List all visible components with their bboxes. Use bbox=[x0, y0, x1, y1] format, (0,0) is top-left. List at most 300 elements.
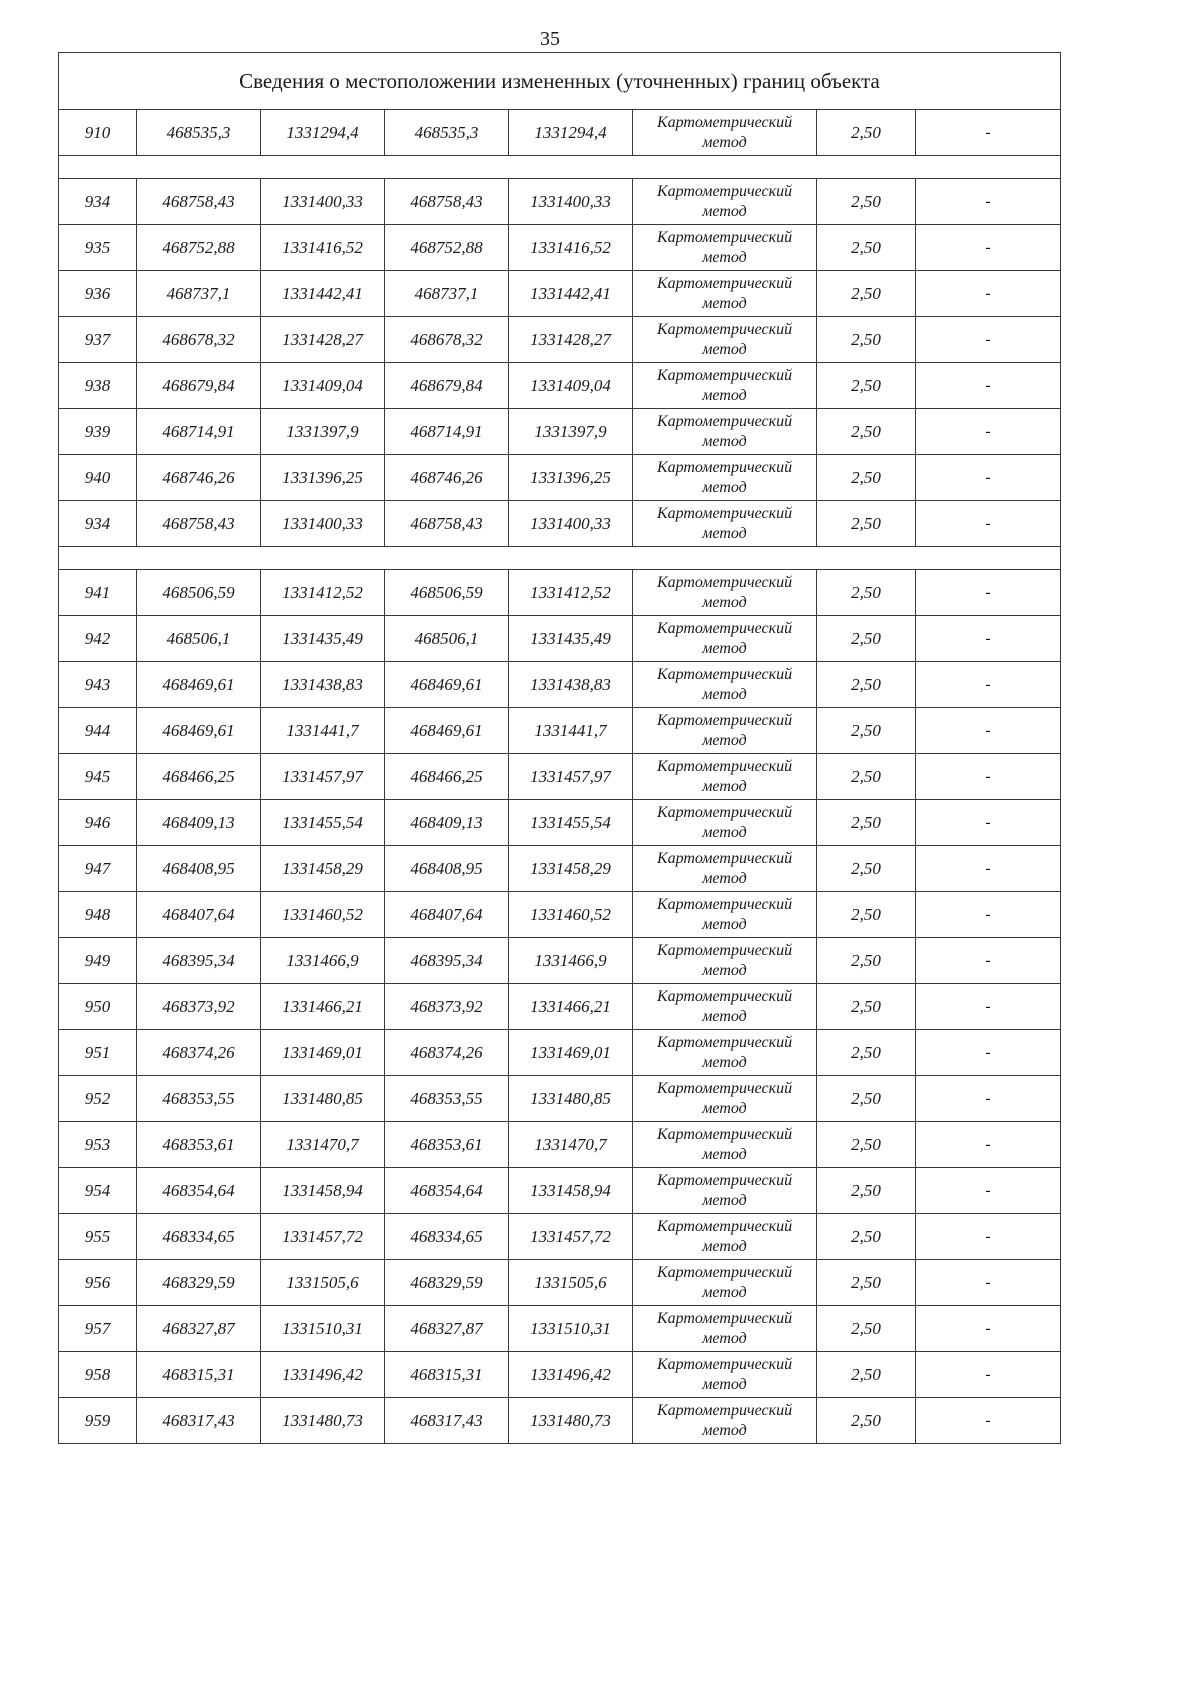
method-cell bbox=[633, 754, 817, 800]
method-cell bbox=[633, 984, 817, 1030]
method-cell bbox=[633, 800, 817, 846]
point-number-cell: 958 bbox=[59, 1352, 137, 1398]
accuracy-cell: 2,50 bbox=[817, 501, 916, 547]
method-line-1: Картометрический bbox=[656, 711, 793, 729]
accuracy-cell: 2,50 bbox=[817, 409, 916, 455]
table-row bbox=[59, 179, 1061, 225]
method-line-1: Картометрический bbox=[656, 573, 793, 591]
x-new-cell: 468535,3 bbox=[385, 110, 509, 156]
x-existing-cell: 468407,64 bbox=[137, 892, 261, 938]
y-new-cell: 1331396,25 bbox=[509, 455, 633, 501]
y-new-cell: 1331416,52 bbox=[509, 225, 633, 271]
point-number-cell: 957 bbox=[59, 1306, 137, 1352]
accuracy-cell: 2,50 bbox=[817, 846, 916, 892]
y-new-cell: 1331435,49 bbox=[509, 616, 633, 662]
y-new-cell: 1331441,7 bbox=[509, 708, 633, 754]
y-new-cell: 1331469,01 bbox=[509, 1030, 633, 1076]
table-row bbox=[59, 363, 1061, 409]
method-line-1: Картометрический bbox=[656, 941, 793, 959]
method-line-1: Картометрический bbox=[656, 412, 793, 430]
note-cell: - bbox=[916, 271, 1061, 317]
x-existing-cell: 468737,1 bbox=[137, 271, 261, 317]
method-line-1: Картометрический bbox=[656, 182, 793, 200]
note-cell: - bbox=[916, 570, 1061, 616]
method-line-1: Картометрический bbox=[656, 619, 793, 637]
table-row bbox=[59, 317, 1061, 363]
y-existing-cell: 1331505,6 bbox=[261, 1260, 385, 1306]
method-cell bbox=[633, 1122, 817, 1168]
table-row bbox=[59, 1214, 1061, 1260]
accuracy-cell: 2,50 bbox=[817, 754, 916, 800]
method-cell bbox=[633, 363, 817, 409]
y-existing-cell: 1331397,9 bbox=[261, 409, 385, 455]
y-new-cell: 1331455,54 bbox=[509, 800, 633, 846]
point-number-cell: 942 bbox=[59, 616, 137, 662]
y-new-cell: 1331400,33 bbox=[509, 501, 633, 547]
method-cell bbox=[633, 1168, 817, 1214]
method-cell bbox=[633, 892, 817, 938]
y-new-cell: 1331480,73 bbox=[509, 1398, 633, 1444]
accuracy-cell: 2,50 bbox=[817, 363, 916, 409]
table-row bbox=[59, 1306, 1061, 1352]
point-number-cell: 953 bbox=[59, 1122, 137, 1168]
accuracy-cell: 2,50 bbox=[817, 1398, 916, 1444]
accuracy-cell: 2,50 bbox=[817, 892, 916, 938]
method-line-1: Картометрический bbox=[656, 458, 793, 476]
accuracy-cell: 2,50 bbox=[817, 179, 916, 225]
y-new-cell: 1331294,4 bbox=[509, 110, 633, 156]
point-number-cell: 940 bbox=[59, 455, 137, 501]
method-cell bbox=[633, 1398, 817, 1444]
table-row bbox=[59, 754, 1061, 800]
table-row bbox=[59, 1260, 1061, 1306]
note-cell: - bbox=[916, 846, 1061, 892]
table-row bbox=[59, 570, 1061, 616]
page-number: 35 bbox=[540, 28, 560, 50]
note-cell: - bbox=[916, 892, 1061, 938]
x-new-cell: 468714,91 bbox=[385, 409, 509, 455]
y-existing-cell: 1331496,42 bbox=[261, 1352, 385, 1398]
point-number-cell: 936 bbox=[59, 271, 137, 317]
method-line-1: Картометрический bbox=[656, 1125, 793, 1143]
note-cell: - bbox=[916, 409, 1061, 455]
y-new-cell: 1331397,9 bbox=[509, 409, 633, 455]
y-existing-cell: 1331428,27 bbox=[261, 317, 385, 363]
y-new-cell: 1331480,85 bbox=[509, 1076, 633, 1122]
y-new-cell: 1331466,9 bbox=[509, 938, 633, 984]
x-existing-cell: 468466,25 bbox=[137, 754, 261, 800]
note-cell: - bbox=[916, 662, 1061, 708]
x-new-cell: 468353,55 bbox=[385, 1076, 509, 1122]
y-existing-cell: 1331396,25 bbox=[261, 455, 385, 501]
method-line-1: Картометрический bbox=[656, 1217, 793, 1235]
x-new-cell: 468354,64 bbox=[385, 1168, 509, 1214]
accuracy-cell: 2,50 bbox=[817, 1168, 916, 1214]
y-new-cell: 1331505,6 bbox=[509, 1260, 633, 1306]
x-new-cell: 468317,43 bbox=[385, 1398, 509, 1444]
y-new-cell: 1331470,7 bbox=[509, 1122, 633, 1168]
point-number-cell: 939 bbox=[59, 409, 137, 455]
method-line-2: метод bbox=[702, 1191, 747, 1209]
method-line-2: метод bbox=[702, 478, 747, 496]
method-cell bbox=[633, 501, 817, 547]
note-cell: - bbox=[916, 616, 1061, 662]
x-new-cell: 468408,95 bbox=[385, 846, 509, 892]
x-existing-cell: 468752,88 bbox=[137, 225, 261, 271]
note-cell: - bbox=[916, 708, 1061, 754]
table-title-row bbox=[59, 53, 1061, 110]
coordinates-table bbox=[58, 52, 1061, 1444]
method-line-2: метод bbox=[702, 248, 747, 266]
method-line-2: метод bbox=[702, 1237, 747, 1255]
x-new-cell: 468395,34 bbox=[385, 938, 509, 984]
point-number-cell: 937 bbox=[59, 317, 137, 363]
x-new-cell: 468758,43 bbox=[385, 179, 509, 225]
accuracy-cell: 2,50 bbox=[817, 662, 916, 708]
x-existing-cell: 468506,1 bbox=[137, 616, 261, 662]
note-cell: - bbox=[916, 984, 1061, 1030]
x-new-cell: 468758,43 bbox=[385, 501, 509, 547]
x-existing-cell: 468317,43 bbox=[137, 1398, 261, 1444]
method-line-2: метод bbox=[702, 1329, 747, 1347]
y-existing-cell: 1331441,7 bbox=[261, 708, 385, 754]
y-new-cell: 1331428,27 bbox=[509, 317, 633, 363]
accuracy-cell: 2,50 bbox=[817, 708, 916, 754]
x-new-cell: 468679,84 bbox=[385, 363, 509, 409]
y-existing-cell: 1331400,33 bbox=[261, 179, 385, 225]
point-number-cell: 950 bbox=[59, 984, 137, 1030]
method-cell bbox=[633, 708, 817, 754]
y-existing-cell: 1331458,94 bbox=[261, 1168, 385, 1214]
method-line-1: Картометрический bbox=[656, 1033, 793, 1051]
accuracy-cell: 2,50 bbox=[817, 616, 916, 662]
accuracy-cell: 2,50 bbox=[817, 1076, 916, 1122]
note-cell: - bbox=[916, 754, 1061, 800]
x-existing-cell: 468354,64 bbox=[137, 1168, 261, 1214]
point-number-cell: 941 bbox=[59, 570, 137, 616]
point-number-cell: 935 bbox=[59, 225, 137, 271]
y-new-cell: 1331412,52 bbox=[509, 570, 633, 616]
method-line-1: Картометрический bbox=[656, 1401, 793, 1419]
table-row bbox=[59, 1122, 1061, 1168]
method-cell bbox=[633, 938, 817, 984]
note-cell: - bbox=[916, 938, 1061, 984]
method-line-2: метод bbox=[702, 524, 747, 542]
note-cell: - bbox=[916, 1214, 1061, 1260]
x-new-cell: 468329,59 bbox=[385, 1260, 509, 1306]
note-cell: - bbox=[916, 455, 1061, 501]
x-new-cell: 468409,13 bbox=[385, 800, 509, 846]
x-existing-cell: 468679,84 bbox=[137, 363, 261, 409]
y-existing-cell: 1331409,04 bbox=[261, 363, 385, 409]
point-number-cell: 959 bbox=[59, 1398, 137, 1444]
y-existing-cell: 1331458,29 bbox=[261, 846, 385, 892]
method-line-1: Картометрический bbox=[656, 803, 793, 821]
group-separator-row bbox=[59, 156, 1061, 179]
method-line-1: Картометрический bbox=[656, 849, 793, 867]
x-existing-cell: 468373,92 bbox=[137, 984, 261, 1030]
table-row bbox=[59, 1030, 1061, 1076]
method-line-2: метод bbox=[702, 639, 747, 657]
table-row bbox=[59, 225, 1061, 271]
table-row bbox=[59, 892, 1061, 938]
accuracy-cell: 2,50 bbox=[817, 225, 916, 271]
accuracy-cell: 2,50 bbox=[817, 1122, 916, 1168]
y-new-cell: 1331466,21 bbox=[509, 984, 633, 1030]
x-existing-cell: 468374,26 bbox=[137, 1030, 261, 1076]
method-line-2: метод bbox=[702, 1053, 747, 1071]
method-line-2: метод bbox=[702, 915, 747, 933]
accuracy-cell: 2,50 bbox=[817, 110, 916, 156]
x-existing-cell: 468506,59 bbox=[137, 570, 261, 616]
table-row bbox=[59, 662, 1061, 708]
y-existing-cell: 1331457,72 bbox=[261, 1214, 385, 1260]
method-line-1: Картометрический bbox=[656, 1079, 793, 1097]
table-title: Сведения о местоположении измененных (уточненных) границ объекта bbox=[59, 53, 1061, 110]
x-existing-cell: 468758,43 bbox=[137, 501, 261, 547]
table-row bbox=[59, 616, 1061, 662]
method-line-1: Картометрический bbox=[656, 504, 793, 522]
x-existing-cell: 468408,95 bbox=[137, 846, 261, 892]
method-line-2: метод bbox=[702, 202, 747, 220]
method-cell bbox=[633, 317, 817, 363]
x-existing-cell: 468327,87 bbox=[137, 1306, 261, 1352]
y-existing-cell: 1331400,33 bbox=[261, 501, 385, 547]
x-existing-cell: 468714,91 bbox=[137, 409, 261, 455]
y-new-cell: 1331438,83 bbox=[509, 662, 633, 708]
note-cell: - bbox=[916, 1260, 1061, 1306]
method-cell bbox=[633, 1214, 817, 1260]
y-existing-cell: 1331469,01 bbox=[261, 1030, 385, 1076]
point-number-cell: 934 bbox=[59, 501, 137, 547]
y-new-cell: 1331409,04 bbox=[509, 363, 633, 409]
y-existing-cell: 1331455,54 bbox=[261, 800, 385, 846]
y-new-cell: 1331510,31 bbox=[509, 1306, 633, 1352]
table-row bbox=[59, 800, 1061, 846]
accuracy-cell: 2,50 bbox=[817, 317, 916, 363]
y-new-cell: 1331460,52 bbox=[509, 892, 633, 938]
table-row bbox=[59, 938, 1061, 984]
note-cell: - bbox=[916, 317, 1061, 363]
method-line-1: Картометрический bbox=[656, 757, 793, 775]
note-cell: - bbox=[916, 1306, 1061, 1352]
y-existing-cell: 1331466,21 bbox=[261, 984, 385, 1030]
point-number-cell: 956 bbox=[59, 1260, 137, 1306]
point-number-cell: 946 bbox=[59, 800, 137, 846]
y-new-cell: 1331496,42 bbox=[509, 1352, 633, 1398]
method-line-2: метод bbox=[702, 823, 747, 841]
y-existing-cell: 1331480,85 bbox=[261, 1076, 385, 1122]
table-row bbox=[59, 1352, 1061, 1398]
x-new-cell: 468506,59 bbox=[385, 570, 509, 616]
accuracy-cell: 2,50 bbox=[817, 938, 916, 984]
table-row bbox=[59, 409, 1061, 455]
point-number-cell: 945 bbox=[59, 754, 137, 800]
method-line-1: Картометрический bbox=[656, 1171, 793, 1189]
note-cell: - bbox=[916, 1168, 1061, 1214]
x-new-cell: 468466,25 bbox=[385, 754, 509, 800]
table-body bbox=[59, 53, 1061, 1444]
method-cell bbox=[633, 225, 817, 271]
x-existing-cell: 468469,61 bbox=[137, 662, 261, 708]
table-row bbox=[59, 501, 1061, 547]
y-existing-cell: 1331466,9 bbox=[261, 938, 385, 984]
x-new-cell: 468327,87 bbox=[385, 1306, 509, 1352]
accuracy-cell: 2,50 bbox=[817, 455, 916, 501]
y-existing-cell: 1331460,52 bbox=[261, 892, 385, 938]
y-existing-cell: 1331457,97 bbox=[261, 754, 385, 800]
table-row bbox=[59, 708, 1061, 754]
method-line-1: Картометрический bbox=[656, 1263, 793, 1281]
note-cell: - bbox=[916, 225, 1061, 271]
y-new-cell: 1331400,33 bbox=[509, 179, 633, 225]
y-existing-cell: 1331442,41 bbox=[261, 271, 385, 317]
method-line-1: Картометрический bbox=[656, 1309, 793, 1327]
method-line-2: метод bbox=[702, 1145, 747, 1163]
x-existing-cell: 468395,34 bbox=[137, 938, 261, 984]
method-line-2: метод bbox=[702, 1283, 747, 1301]
method-line-2: метод bbox=[702, 685, 747, 703]
method-line-2: метод bbox=[702, 432, 747, 450]
method-cell bbox=[633, 409, 817, 455]
accuracy-cell: 2,50 bbox=[817, 984, 916, 1030]
note-cell: - bbox=[916, 800, 1061, 846]
point-number-cell: 952 bbox=[59, 1076, 137, 1122]
method-cell bbox=[633, 1260, 817, 1306]
y-new-cell: 1331457,72 bbox=[509, 1214, 633, 1260]
table-row bbox=[59, 271, 1061, 317]
method-line-1: Картометрический bbox=[656, 987, 793, 1005]
method-cell bbox=[633, 846, 817, 892]
method-cell bbox=[633, 570, 817, 616]
y-existing-cell: 1331510,31 bbox=[261, 1306, 385, 1352]
note-cell: - bbox=[916, 110, 1061, 156]
accuracy-cell: 2,50 bbox=[817, 1260, 916, 1306]
x-new-cell: 468407,64 bbox=[385, 892, 509, 938]
table-row bbox=[59, 1076, 1061, 1122]
y-existing-cell: 1331412,52 bbox=[261, 570, 385, 616]
table-row bbox=[59, 846, 1061, 892]
point-number-cell: 949 bbox=[59, 938, 137, 984]
method-cell bbox=[633, 1352, 817, 1398]
x-existing-cell: 468315,31 bbox=[137, 1352, 261, 1398]
accuracy-cell: 2,50 bbox=[817, 800, 916, 846]
y-existing-cell: 1331435,49 bbox=[261, 616, 385, 662]
method-cell bbox=[633, 616, 817, 662]
point-number-cell: 955 bbox=[59, 1214, 137, 1260]
point-number-cell: 951 bbox=[59, 1030, 137, 1076]
note-cell: - bbox=[916, 1398, 1061, 1444]
method-line-1: Картометрический bbox=[656, 228, 793, 246]
group-separator-row bbox=[59, 547, 1061, 570]
x-existing-cell: 468469,61 bbox=[137, 708, 261, 754]
point-number-cell: 910 bbox=[59, 110, 137, 156]
table-row bbox=[59, 455, 1061, 501]
method-line-2: метод bbox=[702, 1007, 747, 1025]
y-existing-cell: 1331470,7 bbox=[261, 1122, 385, 1168]
method-cell bbox=[633, 1306, 817, 1352]
method-line-1: Картометрический bbox=[656, 895, 793, 913]
y-new-cell: 1331458,29 bbox=[509, 846, 633, 892]
method-line-1: Картометрический bbox=[656, 320, 793, 338]
note-cell: - bbox=[916, 1030, 1061, 1076]
method-line-2: метод bbox=[702, 133, 747, 151]
x-existing-cell: 468329,59 bbox=[137, 1260, 261, 1306]
method-line-2: метод bbox=[702, 340, 747, 358]
accuracy-cell: 2,50 bbox=[817, 1030, 916, 1076]
x-existing-cell: 468353,61 bbox=[137, 1122, 261, 1168]
y-new-cell: 1331442,41 bbox=[509, 271, 633, 317]
table-row bbox=[59, 1168, 1061, 1214]
method-line-2: метод bbox=[702, 777, 747, 795]
note-cell: - bbox=[916, 179, 1061, 225]
method-cell bbox=[633, 1030, 817, 1076]
x-new-cell: 468506,1 bbox=[385, 616, 509, 662]
x-existing-cell: 468334,65 bbox=[137, 1214, 261, 1260]
x-new-cell: 468469,61 bbox=[385, 708, 509, 754]
point-number-cell: 954 bbox=[59, 1168, 137, 1214]
x-new-cell: 468353,61 bbox=[385, 1122, 509, 1168]
x-existing-cell: 468409,13 bbox=[137, 800, 261, 846]
method-line-2: метод bbox=[702, 1099, 747, 1117]
method-line-2: метод bbox=[702, 731, 747, 749]
method-line-2: метод bbox=[702, 1421, 747, 1439]
table-row bbox=[59, 984, 1061, 1030]
method-cell bbox=[633, 1076, 817, 1122]
note-cell: - bbox=[916, 501, 1061, 547]
accuracy-cell: 2,50 bbox=[817, 570, 916, 616]
x-existing-cell: 468353,55 bbox=[137, 1076, 261, 1122]
y-existing-cell: 1331480,73 bbox=[261, 1398, 385, 1444]
y-new-cell: 1331457,97 bbox=[509, 754, 633, 800]
x-existing-cell: 468678,32 bbox=[137, 317, 261, 363]
x-new-cell: 468373,92 bbox=[385, 984, 509, 1030]
point-number-cell: 944 bbox=[59, 708, 137, 754]
method-line-2: метод bbox=[702, 961, 747, 979]
point-number-cell: 938 bbox=[59, 363, 137, 409]
point-number-cell: 943 bbox=[59, 662, 137, 708]
group-separator bbox=[59, 156, 1061, 179]
method-line-1: Картометрический bbox=[656, 366, 793, 384]
method-line-1: Картометрический bbox=[656, 274, 793, 292]
x-new-cell: 468374,26 bbox=[385, 1030, 509, 1076]
table-row bbox=[59, 1398, 1061, 1444]
point-number-cell: 948 bbox=[59, 892, 137, 938]
x-new-cell: 468469,61 bbox=[385, 662, 509, 708]
x-new-cell: 468678,32 bbox=[385, 317, 509, 363]
method-cell bbox=[633, 662, 817, 708]
method-cell bbox=[633, 110, 817, 156]
x-new-cell: 468746,26 bbox=[385, 455, 509, 501]
accuracy-cell: 2,50 bbox=[817, 1352, 916, 1398]
method-cell bbox=[633, 179, 817, 225]
method-line-2: метод bbox=[702, 294, 747, 312]
x-new-cell: 468737,1 bbox=[385, 271, 509, 317]
y-new-cell: 1331458,94 bbox=[509, 1168, 633, 1214]
accuracy-cell: 2,50 bbox=[817, 1214, 916, 1260]
accuracy-cell: 2,50 bbox=[817, 1306, 916, 1352]
x-existing-cell: 468535,3 bbox=[137, 110, 261, 156]
accuracy-cell: 2,50 bbox=[817, 271, 916, 317]
method-line-1: Картометрический bbox=[656, 1355, 793, 1373]
y-existing-cell: 1331438,83 bbox=[261, 662, 385, 708]
x-new-cell: 468334,65 bbox=[385, 1214, 509, 1260]
point-number-cell: 934 bbox=[59, 179, 137, 225]
method-line-2: метод bbox=[702, 386, 747, 404]
x-new-cell: 468752,88 bbox=[385, 225, 509, 271]
x-new-cell: 468315,31 bbox=[385, 1352, 509, 1398]
method-line-2: метод bbox=[702, 593, 747, 611]
